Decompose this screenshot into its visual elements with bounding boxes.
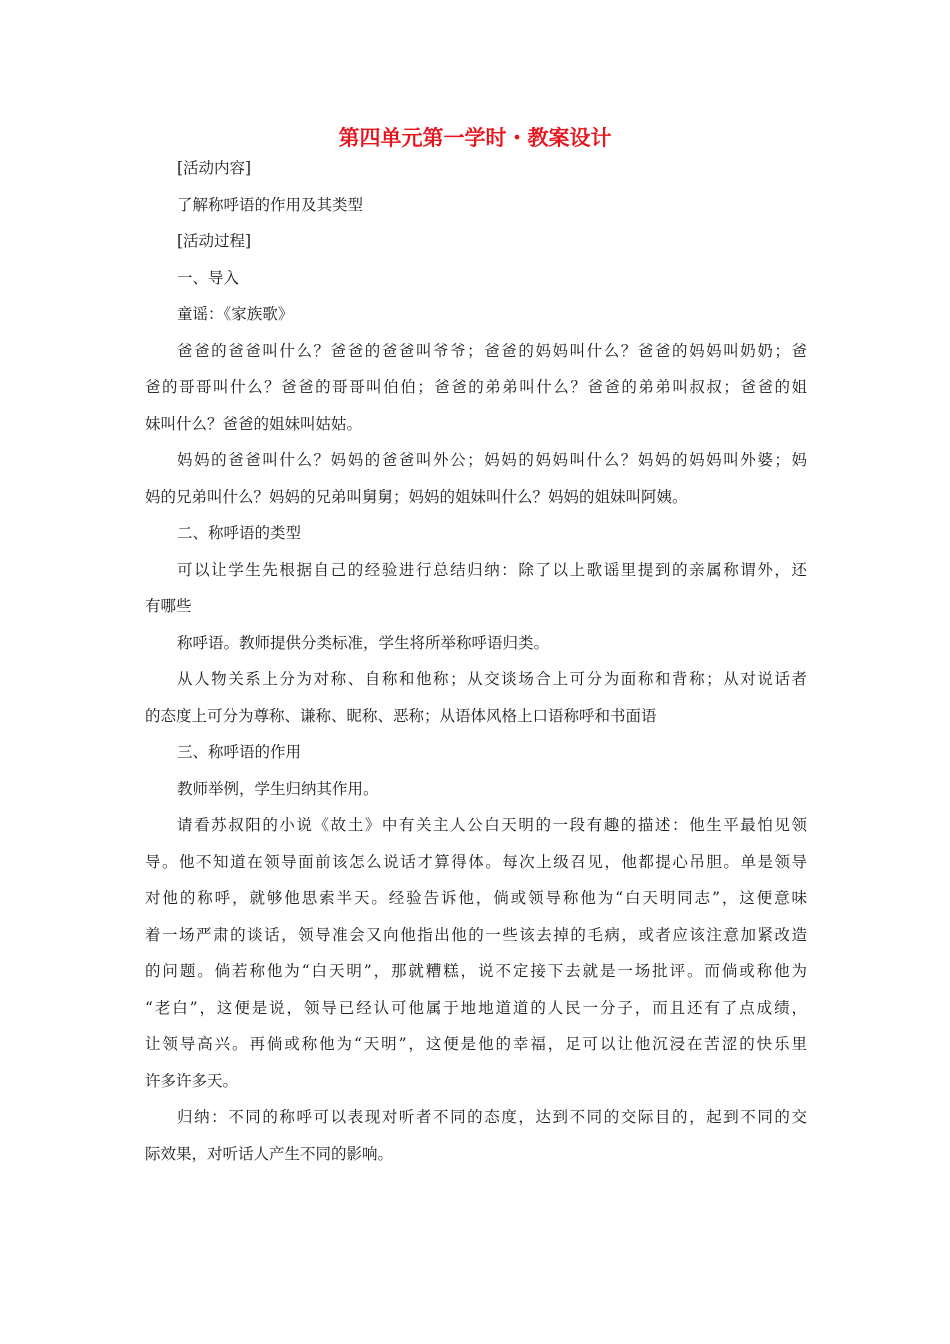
paragraph-line: 称呼语。教师提供分类标准，学生将所举称呼语归类。 [177,633,550,652]
paragraph-line: 妈的兄弟叫什么？妈妈的兄弟叫舅舅；妈妈的姐妹叫什么？妈妈的姐妹叫阿姨。 [145,487,688,506]
paragraph [145,625,807,662]
paragraph-line: 着一场严肃的谈话，领导准会又向他指出他的一些该去掉的毛病，或者应该注意加紧改造 [145,925,807,944]
paragraph-line: 际效果，对听话人产生不同的影响。 [145,1144,394,1163]
paragraph [145,187,807,224]
paragraph-line: 童谣：《家族歌》 [177,305,294,323]
paragraph-line: [活动内容] [177,159,252,177]
paragraph [145,260,807,297]
paragraph-line: “老白”，这便是说，领导已经认可他属于地地道道的人民一分子，而且还有了点成绩， [145,998,807,1017]
paragraph-line: 的问题。倘若称他为“白天明”，那就糟糕，说不定接下去就是一场批评。而倘或称他为 [145,962,807,980]
paragraph-line: 可以让学生先根据自己的经验进行总结归纳：除了以上歌谣里提到的亲属称谓外，还 [177,560,807,579]
paragraph-line: 许多许多天。 [145,1071,239,1090]
paragraph [145,771,807,808]
paragraph-line: 妹叫什么？爸爸的姐妹叫姑姑。 [145,414,363,433]
paragraph-line: 从人物关系上分为对称、自称和他称；从交谈场合上可分为面称和背称；从对说话者 [177,670,807,688]
paragraph [145,1099,807,1172]
paragraph-line: 爸的哥哥叫什么？爸爸的哥哥叫伯伯；爸爸的弟弟叫什么？爸爸的弟弟叫叔叔；爸爸的姐 [145,378,807,396]
paragraph [145,150,807,187]
document-title: 第四单元第一学时・教案设计 [338,126,612,150]
paragraph-line: 二、称呼语的类型 [177,524,302,542]
paragraph [145,515,807,552]
paragraph-line: [活动过程] [177,232,252,250]
paragraph [145,333,807,443]
paragraph-line: 爸爸的爸爸叫什么？爸爸的爸爸叫爷爷；爸爸的妈妈叫什么？爸爸的妈妈叫奶奶；爸 [177,341,807,360]
paragraph-line: 一、导入 [177,268,240,287]
paragraph-line: 三、称呼语的作用 [177,743,302,761]
paragraph-line: 请看苏叔阳的小说《故土》中有关主人公白天明的一段有趣的描述：他生平最怕见领 [177,816,807,834]
paragraph-line: 的态度上可分为尊称、谦称、昵称、恶称；从语体风格上口语称呼和书面语 [145,706,657,725]
paragraph-line: 了解称呼语的作用及其类型 [177,195,364,214]
paragraph-line: 让领导高兴。再倘或称他为“天明”，这便是他的幸福，足可以让他沉浸在苦涩的快乐里 [145,1035,807,1053]
paragraph-line: 有哪些 [145,597,192,615]
paragraph-line: 妈妈的爸爸叫什么？妈妈的爸爸叫外公；妈妈的妈妈叫什么？妈妈的妈妈叫外婆；妈 [177,451,807,469]
document-body [145,150,807,1172]
paragraph [145,442,807,515]
paragraph-line: 教师举例，学生归纳其作用。 [177,779,379,798]
paragraph [145,661,807,734]
paragraph-line: 归纳：不同的称呼可以表现对听者不同的态度，达到不同的交际目的，起到不同的交 [177,1108,807,1126]
paragraph [145,296,807,333]
paragraph [145,223,807,260]
paragraph-line: 对他的称呼，就够他思索半天。经验告诉他，倘或领导称他为“白天明同志”，这便意味 [145,889,807,907]
paragraph [145,807,807,1099]
paragraph [145,734,807,771]
paragraph [145,552,807,625]
paragraph-line: 导。他不知道在领导面前该怎么说话才算得体。每次上级召见，他都提心吊胆。单是领导 [145,852,807,871]
